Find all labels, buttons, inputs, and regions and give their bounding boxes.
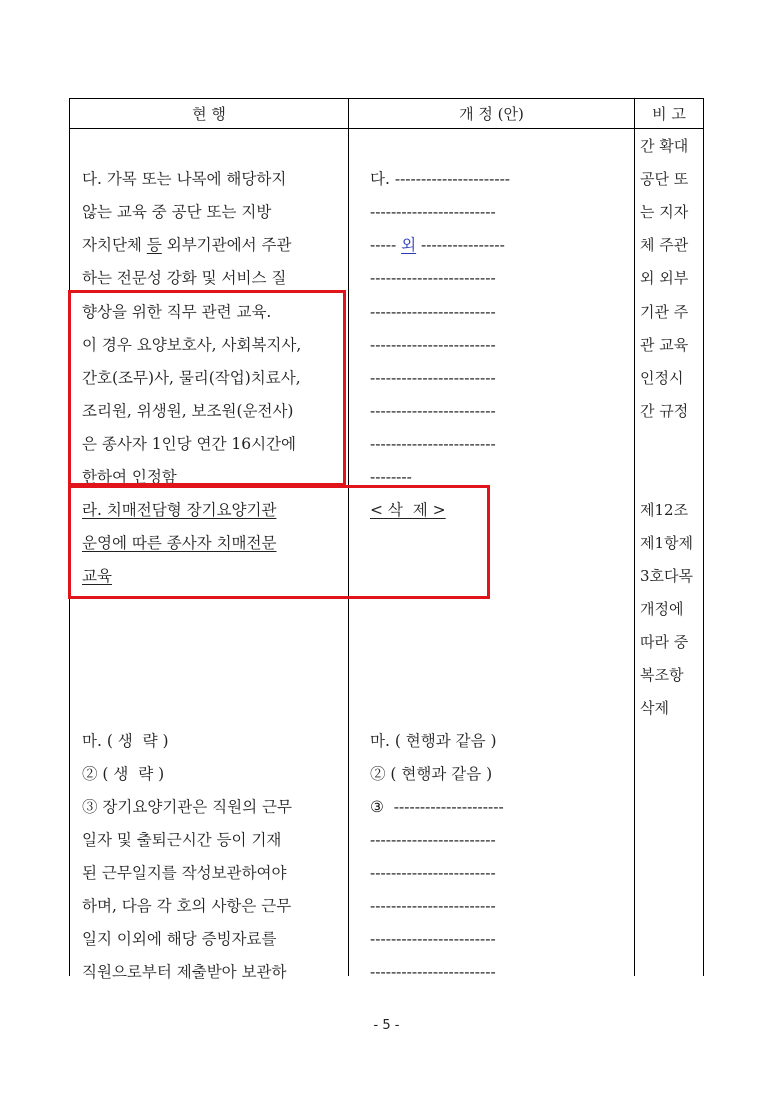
revised-line: -------- [370,468,412,486]
current-line: 일자 및 출퇴근시간 등이 기재 [82,831,282,849]
current-line: ③ 장기요양기관은 직원의 근무 [82,798,292,816]
remark-line: 기관 주 [640,303,689,321]
revised-line: ------------------------ [370,303,496,321]
highlight-box [68,290,346,486]
header-revised: 개 정 (안) [459,105,524,123]
revised-line: ------------------------ [370,897,496,915]
current-line: 된 근무일지를 작성보관하여야 [82,864,287,882]
current-line: 은 종사자 1인당 연간 16시간에 [82,435,296,453]
current-line: 조리원, 위생원, 보조원(운전사) [82,402,294,420]
remark-line: 복조항 [640,666,684,684]
header-current: 현 행 [192,105,226,123]
current-line: 간호(조무)사, 물리(작업)치료사, [82,369,301,387]
current-line-deleted: 교육 [82,567,112,585]
current-line: 마. ( 생 략 ) [82,732,169,750]
current-line: 일지 이외에 해당 증빙자료를 [82,930,277,948]
remark-line: 외 외부 [640,269,689,287]
remark-line: 삭제 [640,699,669,717]
revised-line: ------------------------ [370,402,496,420]
revised-line: ------------------------ [370,203,496,221]
revised-line: ② ( 현행과 같음 ) [370,765,493,783]
current-line: 직원으로부터 제출받아 보관하 [82,963,287,981]
page-number: - 5 - [373,1018,400,1033]
deletion-marker: < 삭 제 > [370,501,446,519]
remark-line: 따라 중 [640,633,689,651]
revised-line: 다. ---------------------- [370,170,511,188]
remark-line: 공단 또 [640,170,689,188]
current-line: 한하여 인정함 [82,468,177,486]
current-line: 하는 전문성 강화 및 서비스 질 [82,269,287,287]
revised-line: ----- 외 ---------------- [370,236,505,254]
column-divider [634,99,635,976]
remark-line: 개정에 [640,600,684,618]
current-line-deleted: 운영에 따른 종사자 치매전문 [82,534,277,552]
current-line: 다. 가목 또는 나목에 해당하지 [82,170,287,188]
revised-line: ------------------------ [370,269,496,287]
remark-line: 체 주관 [640,236,689,254]
revised-line: ------------------------ [370,369,496,387]
revised-line: ③ --------------------- [370,798,504,816]
remark-line: 제1항제 [640,534,694,552]
highlight-box [68,485,490,599]
revised-line: ------------------------ [370,930,496,948]
current-line: ② ( 생 략 ) [82,765,165,783]
revised-line: ------------------------ [370,963,496,981]
current-line-deleted: 라. 치매전담형 장기요양기관 [82,501,277,519]
underlined-term: 등 [146,236,162,254]
revised-line: ------------------------ [370,864,496,882]
current-line: 이 경우 요양보호사, 사회복지사, [82,336,302,354]
remark-line: 간 규정 [640,402,689,420]
revised-line: 마. ( 현행과 같음 ) [370,732,497,750]
revised-line: ------------------------ [370,336,496,354]
current-line: 자치단체 등 외부기관에서 주관 [82,236,292,254]
remark-line: 는 지자 [640,203,689,221]
header-remarks: 비 고 [652,105,686,123]
remark-line: 제12조 [640,501,689,519]
inserted-term: 외 [401,236,417,254]
revised-line: ------------------------ [370,831,496,849]
current-line: 하며, 다음 각 호의 사항은 근무 [82,897,292,915]
remark-line: 인정시 [640,369,684,387]
remark-line: 간 확대 [640,137,689,155]
remark-line: 3호다목 [640,567,694,585]
current-line: 향상을 위한 직무 관련 교육. [82,303,272,321]
remark-line: 관 교육 [640,336,689,354]
revised-line: ------------------------ [370,435,496,453]
current-line: 않는 교육 중 공단 또는 지방 [82,203,272,221]
